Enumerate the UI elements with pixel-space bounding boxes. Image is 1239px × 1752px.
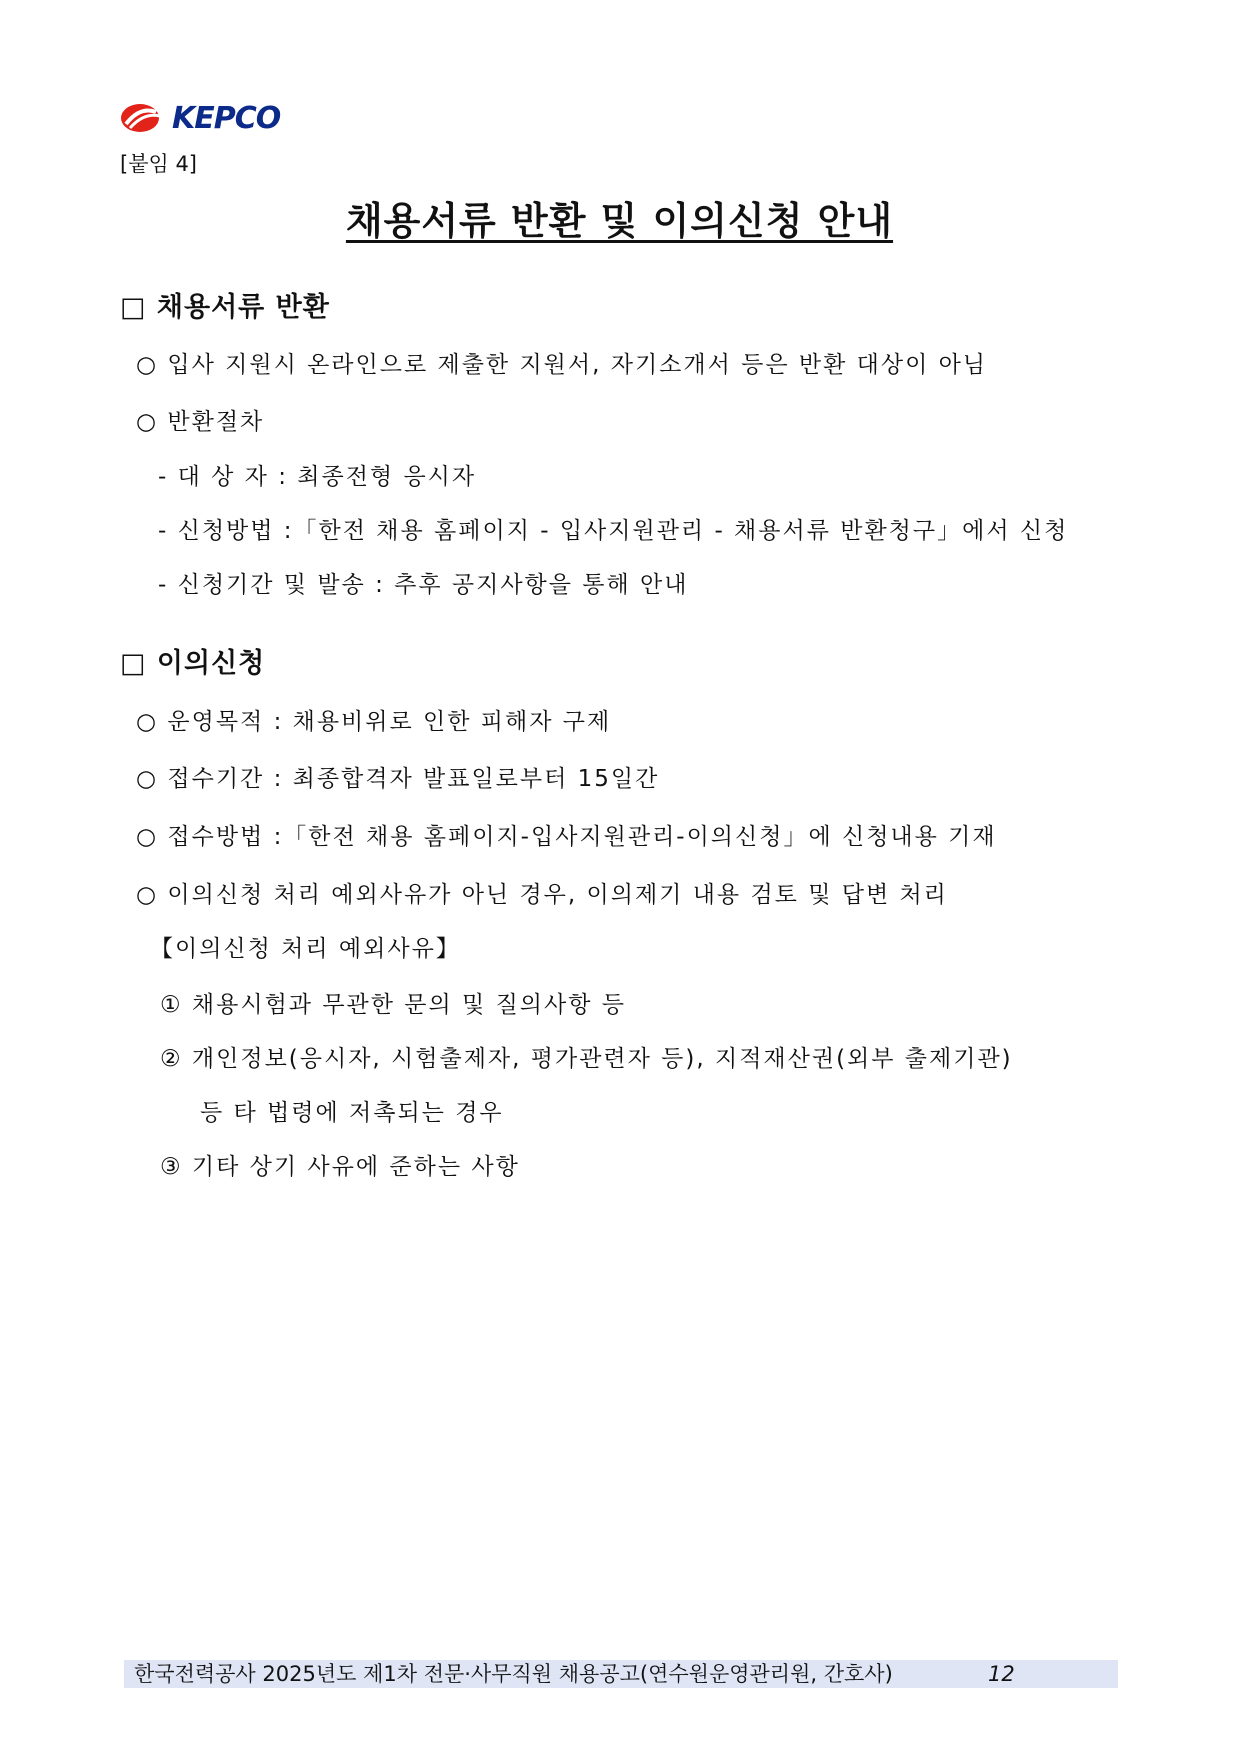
objection-item-2: ○ 접수기간 : 최종합격자 발표일로부터 15일간 <box>136 766 660 792</box>
attachment-label: [붙임 4] <box>120 152 197 176</box>
objection-item-4: ○ 이의신청 처리 예외사유가 아닌 경우, 이의제기 내용 검토 및 답변 처리 <box>136 882 948 908</box>
exception-3: ③ 기타 상기 사유에 준하는 사항 <box>160 1154 520 1180</box>
kepco-emblem-icon <box>120 102 168 134</box>
logo-text: KEPCO <box>172 100 281 136</box>
exceptions-title: 【이의신청 처리 예외사유】 <box>150 936 461 962</box>
return-item-1: ○ 입사 지원시 온라인으로 제출한 지원서, 자기소개서 등은 반환 대상이 아님 <box>136 352 988 378</box>
page-title: 채용서류 반환 및 이의신청 안내 <box>345 199 894 243</box>
return-sub-2: - 신청방법 :「한전 채용 홈페이지 - 입사지원관리 - 채용서류 반환청구」에서 신청 <box>158 518 1069 544</box>
page-footer <box>124 1660 1118 1688</box>
exception-2: ② 개인정보(응시자, 시험출제자, 평가관련자 등), 지적재산권(외부 출제기관) <box>160 1046 1013 1072</box>
page-number: 12 <box>988 1662 1015 1686</box>
return-sub-1: - 대 상 자 : 최종전형 응시자 <box>158 464 477 490</box>
objection-item-1: ○ 운영목적 : 채용비위로 인한 피해자 구제 <box>136 709 612 735</box>
exception-2-continued: 등 타 법령에 저촉되는 경우 <box>200 1100 504 1126</box>
section-heading-objection: □ 이의신청 <box>120 648 266 679</box>
return-sub-3: - 신청기간 및 발송 : 추후 공지사항을 통해 안내 <box>158 572 689 598</box>
objection-item-3: ○ 접수방법 :「한전 채용 홈페이지-입사지원관리-이의신청」에 신청내용 기재 <box>136 824 997 850</box>
footer-text: 한국전력공사 2025년도 제1차 전문·사무직원 채용공고(연수원운영관리원, 간호사) <box>134 1662 893 1686</box>
return-item-2: ○ 반환절차 <box>136 409 265 435</box>
exception-1: ① 채용시험과 무관한 문의 및 질의사항 등 <box>160 992 626 1018</box>
kepco-logo <box>120 100 280 136</box>
section-heading-return: □ 채용서류 반환 <box>120 292 330 323</box>
